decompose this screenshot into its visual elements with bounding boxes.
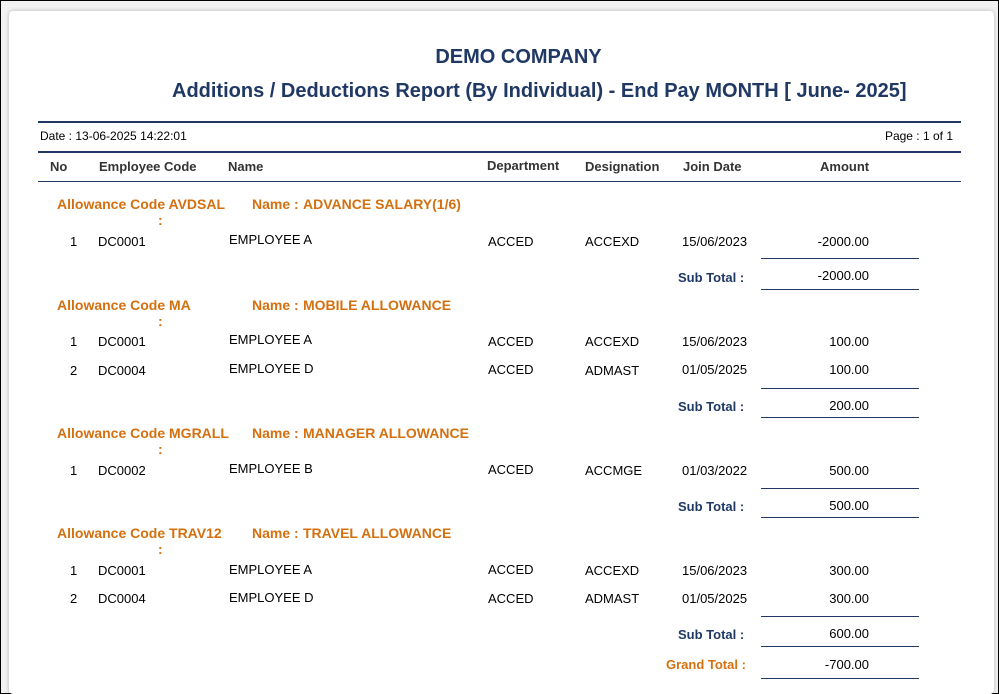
row-employee-code: DC0001	[98, 334, 146, 349]
subtotal-bottom-rule	[761, 289, 919, 290]
row-employee-code: DC0001	[98, 234, 146, 249]
row-no: 1	[70, 234, 78, 249]
allowance-code-label: Allowance Code MGRALL	[57, 425, 229, 441]
row-designation: ADMAST	[585, 363, 640, 378]
allowance-code-label: Allowance Code TRAV12	[57, 525, 222, 541]
row-employee-name: EMPLOYEE A	[229, 562, 313, 577]
allowance-name-label: Name :	[252, 196, 299, 212]
subtotal-top-rule	[761, 258, 919, 259]
row-designation: ACCEXD	[585, 234, 640, 249]
subtotal-bottom-rule	[761, 646, 919, 647]
row-no: 1	[70, 334, 78, 349]
column-header-top-rule	[38, 151, 961, 153]
row-designation: ADMAST	[585, 591, 640, 606]
row-employee-code: DC0004	[98, 591, 146, 606]
row-employee-code: DC0004	[98, 363, 146, 378]
row-employee-name: EMPLOYEE A	[229, 232, 313, 247]
subtotal-top-rule	[761, 388, 919, 389]
row-department: ACCED	[488, 362, 534, 377]
row-department: ACCED	[488, 591, 534, 606]
column-header-join-date: Join Date	[683, 159, 742, 174]
row-no: 2	[70, 363, 78, 378]
row-amount: 500.00	[829, 463, 869, 478]
row-amount: -2000.00	[817, 234, 869, 249]
row-designation: ACCEXD	[585, 563, 640, 578]
page-indicator: Page : 1 of 1	[884, 129, 953, 143]
subtotal-value: 600.00	[829, 626, 869, 641]
allowance-code-colon: :	[158, 541, 163, 557]
allowance-name-value: MOBILE ALLOWANCE	[303, 297, 452, 313]
subtotal-label: Sub Total :	[678, 399, 745, 414]
row-employee-name: EMPLOYEE D	[229, 590, 314, 605]
column-header-no: No	[50, 159, 68, 174]
subtotal-bottom-rule	[761, 517, 919, 518]
subtotal-value: -2000.00	[817, 268, 869, 283]
allowance-name-value: TRAVEL ALLOWANCE	[303, 525, 452, 541]
row-join-date: 01/05/2025	[682, 362, 748, 377]
row-join-date: 15/06/2023	[682, 334, 748, 349]
row-department: ACCED	[488, 562, 534, 577]
subtotal-label: Sub Total :	[678, 499, 745, 514]
subtotal-bottom-rule	[761, 417, 919, 418]
row-designation: ACCEXD	[585, 334, 640, 349]
subtotal-label: Sub Total :	[678, 627, 745, 642]
row-employee-code: DC0001	[98, 563, 146, 578]
row-department: ACCED	[488, 234, 534, 249]
report-date: Date : 13-06-2025 14:22:01	[40, 129, 187, 143]
column-header-bottom-rule	[38, 181, 961, 182]
grand-total-value: -700.00	[824, 657, 869, 672]
subtotal-top-rule	[761, 488, 919, 489]
allowance-code-colon: :	[158, 313, 163, 329]
subtotal-value: 200.00	[829, 398, 869, 413]
allowance-name-value: MANAGER ALLOWANCE	[303, 425, 469, 441]
company-name: DEMO COMPANY	[435, 46, 602, 68]
column-header-department: Department	[487, 158, 560, 173]
row-department: ACCED	[488, 462, 534, 477]
grand-total-bottom-rule	[761, 678, 919, 679]
row-designation: ACCMGE	[585, 463, 643, 478]
row-employee-name: EMPLOYEE D	[229, 361, 314, 376]
row-department: ACCED	[488, 334, 534, 349]
row-no: 1	[70, 563, 78, 578]
row-employee-name: EMPLOYEE B	[229, 461, 313, 476]
grand-total-label: Grand Total :	[666, 657, 746, 672]
row-join-date: 15/06/2023	[682, 563, 748, 578]
allowance-name-value: ADVANCE SALARY(1/6)	[303, 196, 461, 212]
column-header-name: Name	[228, 159, 264, 174]
subtotal-top-rule	[761, 616, 919, 617]
row-amount: 300.00	[829, 563, 869, 578]
allowance-name-label: Name :	[252, 297, 299, 313]
column-header-designation: Designation	[585, 159, 660, 174]
allowance-code-colon: :	[158, 441, 163, 457]
subtotal-label: Sub Total :	[678, 270, 745, 285]
row-no: 1	[70, 463, 78, 478]
allowance-code-colon: :	[158, 212, 163, 228]
row-employee-name: EMPLOYEE A	[229, 332, 313, 347]
allowance-name-label: Name :	[252, 525, 299, 541]
row-join-date: 15/06/2023	[682, 234, 748, 249]
row-amount: 100.00	[829, 362, 869, 377]
row-employee-code: DC0002	[98, 463, 146, 478]
row-join-date: 01/05/2025	[682, 591, 748, 606]
row-no: 2	[70, 591, 78, 606]
allowance-code-label: Allowance Code AVDSAL	[57, 196, 226, 212]
row-join-date: 01/03/2022	[682, 463, 748, 478]
row-amount: 100.00	[829, 334, 869, 349]
subtotal-value: 500.00	[829, 498, 869, 513]
report-title: Additions / Deductions Report (By Individual) - End Pay MONTH [ June- 2025]	[172, 80, 907, 102]
column-header-amount: Amount	[820, 159, 870, 174]
allowance-name-label: Name :	[252, 425, 299, 441]
column-header-employee-code: Employee Code	[99, 159, 197, 174]
row-amount: 300.00	[829, 591, 869, 606]
header-top-rule	[38, 121, 961, 123]
allowance-code-label: Allowance Code MA	[57, 297, 191, 313]
